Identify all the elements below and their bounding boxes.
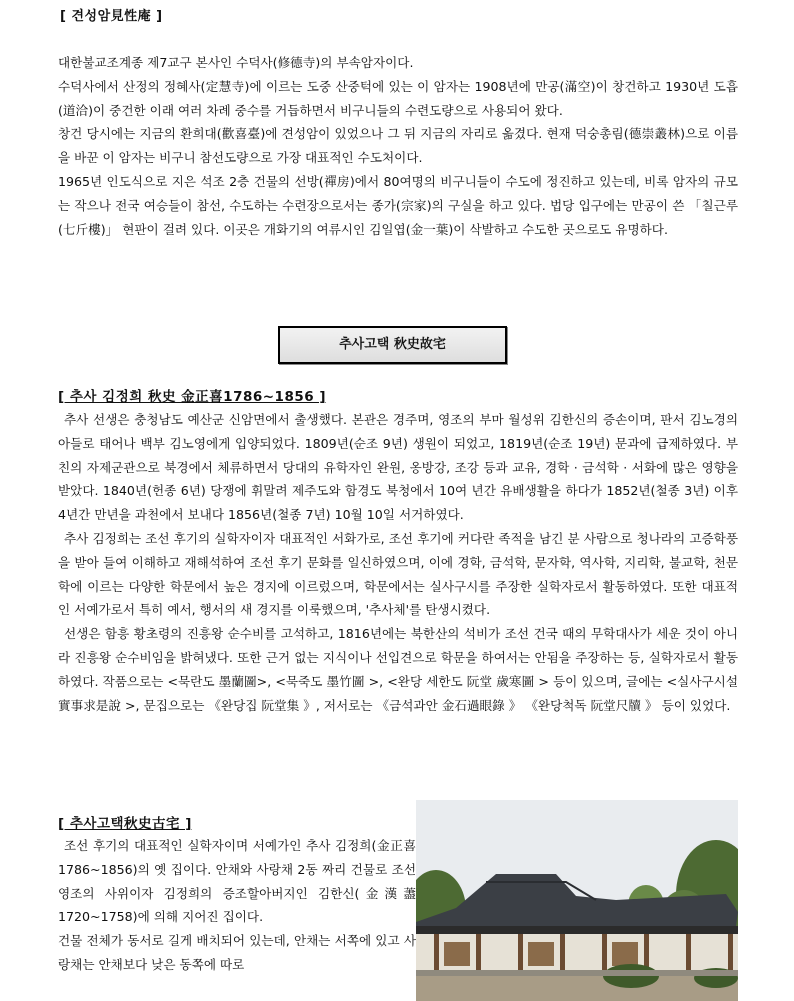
section-heading-chusa-house: [ 추사고택秋史古宅 ]: [58, 816, 192, 832]
chusa-house-title-box: 추사고택 秋史故宅: [278, 326, 507, 364]
paragraph: 창건 당시에는 지금의 환희대(歡喜臺)에 견성암이 있었으나 그 뒤 지금의 자리로 옮겼다. 현재 덕숭총림(德崇叢林)으로 이름을 바꾼 이 암자는 비구니 참선도량으로 가장 대표적인 수도처이다.: [58, 126, 738, 166]
paragraph: 수덕사에서 산정의 정혜사(定慧寺)에 이르는 도중 산중턱에 있는 이 암자는 1908년에 만공(滿空)이 창건하고 1930년 도흡(道洽)이 중건한 이래 여러 차례 중수를 거듭하면서 비구니들의 수련도량으로 사용되어 왔다.: [58, 78, 738, 118]
paragraph: 선생은 함흥 황초령의 진흥왕 순수비를 고석하고, 1816년에는 북한산의 석비가 조선 건국 때의 무학대사가 세운 것이 아니라 진흥왕 순수비임을 밝혀냈다. 또한 근거 없는 지식이나 선입견으로 학문을 하여서는 안됨을 주장하는 등, 실학자로서 활동하였다. 작품으로는 <묵란도 墨蘭圖>, <묵죽도 墨竹圖 >, <완당 세한도 阮堂 歲寒圖 > 등이 있으며, 글에는 <실사구시설 實事求是說 >, 문집으로는 《완당집 阮堂集 》, 저서로는 《금석과안 金石過眼錄 》 《완당척독 阮堂尺牘 》 등이 있었다.: [58, 626, 738, 713]
hanok-house-image: [416, 800, 738, 1001]
paragraph: 1965년 인도식으로 지은 석조 2층 건물의 선방(禪房)에서 80여명의 비구니들이 수도에 정진하고 있는데, 비록 암자의 규모는 작으나 전국 여승들이 참선, 수도하는 수련장으로서는 종가(宗家)의 구실을 하고 있다. 법당 입구에는 만공이 쓴 「칠근루(七斤樓)」 현판이 걸려 있다. 이곳은 개화기의 여류시인 김일엽(金一葉)이 삭발하고 수도한 곳으로도 유명하다.: [58, 173, 738, 237]
paragraph: 추사 김정희는 조선 후기의 실학자이자 대표적인 서화가로, 조선 후기에 커다란 족적을 남긴 분 사람으로 청나라의 고증학풍을 받아 들여 이해하고 재해석하여 조선 후기 문화를 일신하였으며, 이에 경학, 금석학, 문자학, 역사학, 지리학, 불교학, 천문학에 이르는 다양한 학문에서 높은 경지에 이르렀으며, 학문에서는 실사구시를 주장한 실학자로서 활동하였다. 또한 대표적인 서예가로서 특히 예서, 행서의 새 경지를 이룩했으며, '추사체'를 탄생시켰다.: [58, 530, 738, 618]
paragraph: 추사 선생은 충청남도 예산군 신암면에서 출생했다. 본관은 경주며, 영조의 부마 월성위 김한신의 증손이며, 판서 김노경의 아들로 태어나 백부 김노영에게 입양되었다. 1809년(순조 9년) 생원이 되었고, 1819년(순조 19년) 문과에 급제하였다. 부친의 자제군관으로 북경에서 체류하면서 당대의 유학자인 완원, 옹방강, 조강 등과 교유, 경학 · 금석학 · 서화에 많은 영향을 받았다. 1840년(헌종 6년) 당쟁에 휘말려 제주도와 함경도 북청에서 10여 년간 유배생활을 하다가 1852년(철종 3년) 이후 4년간 만년을 과천에서 보내다 1856년(철종 7년) 10월 10일 서거하였다.: [58, 412, 738, 523]
paragraph: 대한불교조계종 제7교구 본사인 수덕사(修德寺)의 부속암자이다.: [58, 55, 414, 70]
section-body-gyeonseongam: [58, 51, 738, 241]
section-body-chusa-house: [58, 834, 416, 977]
section-body-kim-jeonghui: [58, 408, 738, 717]
hanok-house-photo: [416, 800, 738, 1001]
section-heading-kim-jeonghui: [ 추사 김정희 秋史 金正喜1786~1856 ]: [58, 389, 327, 405]
paragraph: 건물 전체가 동서로 길게 배치되어 있는데, 안채는 서쪽에 있고 사랑채는 안채보다 낮은 동쪽에 따로: [58, 933, 416, 972]
paragraph: 조선 후기의 대표적인 실학자이며 서예가인 추사 김정희(金正喜 1786~1856)의 옛 집이다. 안채와 사랑채 2동 짜리 건물로 조선 영조의 사위이자 김정희의 증조할아버지인 김한신(金漢藎 1720~1758)에 의해 지어진 집이다.: [58, 838, 416, 925]
section-heading-gyeonseongam: [ 견성암見性庵 ]: [60, 9, 163, 24]
